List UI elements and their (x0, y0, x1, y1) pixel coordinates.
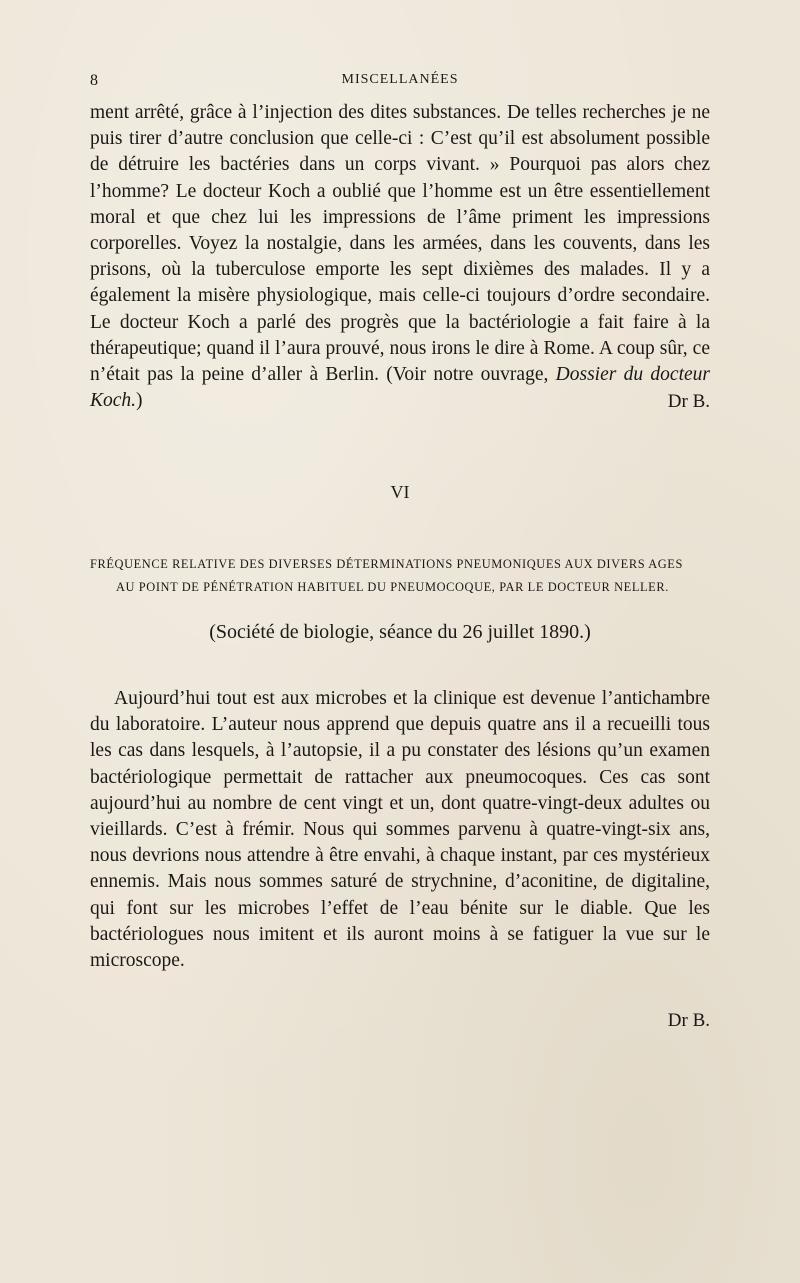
paragraph-2: Aujourd’hui tout est aux microbes et la clinique est devenue l’antichambre du laboratoire. L’auteur nous apprend que depuis quatre ans il a recueilli tous les cas dans lesquels, à l’autopsie, il a pu constater des lésions qu’un examen bactériologique permettait de rattacher aux pneumocoques. Ces cas sont aujourd’hui au nombre de cent vingt et un, dont quatre-vingt-deux adultes ou vieillards. C’est à frémir. Nous qui sommes parvenu à quatre-vingt-six ans, nous devrions nous attendre à être envahi, à chaque instant, par ces mystérieux ennemis. Mais nous sommes saturé de strychnine, d’aconitine, de digitaline, qui font sur les microbes l’effet de l’eau bénite sur le diable. Que les bactériologues nous imitent et ils auront moins à se fatiguer la vue sur le microscope. (90, 688, 710, 972)
signature-2: Dr B. (667, 1010, 710, 1031)
section-heading-line-1: FRÉQUENCE RELATIVE DES DIVERSES DÉTERMINATIONS PNEUMONIQUES AUX DIVERS AGES (90, 557, 683, 571)
page-number: 8 (90, 72, 98, 89)
paragraph-section-body (90, 686, 710, 974)
paragraph-1-text: ment arrêté, grâce à l’injection des dites substances. De telles recherches je ne puis tirer d’autre conclusion que celle-ci : C’est qu’il est absolument possible de détruire les bactéries dans un corps vivant. » Pourquoi pas alors chez l’homme? Le docteur Koch a oublié que l’homme est un être essentiellement moral et que chez lui les impressions de l’âme priment les impressions corporelles. Voyez la nostalgie, dans les armées, dans les couvents, dans les prisons, où la tuberculose emporte les sept dixièmes des malades. Il y a également la misère physiologique, mais celle-ci toujours d’ordre secondaire. Le docteur Koch a parlé des progrès que la bactériologie a fait faire à la thérapeutique; quand il l’aura prouvé, nous irons le dire à Rome. A coup sûr, ce n’était pas la peine d’aller à Berlin. (Voir notre ouvrage, (90, 102, 710, 386)
section-heading (90, 553, 710, 599)
running-title: MISCELLANÉES (341, 72, 459, 87)
paragraph-1 (90, 100, 710, 414)
section-source: (Société de biologie, séance du 26 juillet 1890.) (209, 621, 591, 643)
signature-1: Dr B. (667, 391, 710, 412)
paragraph-continued (90, 100, 710, 414)
closing-parenthesis: ) (136, 390, 143, 412)
running-head (90, 72, 710, 94)
italic-reference: Dossier du docteur Koch. (90, 364, 710, 412)
section-number: VI (390, 482, 410, 502)
section-heading-line-2: AU POINT DE PÉNÉTRATION HABITUEL DU PNEUMOCOQUE, PAR LE DOCTEUR NELLER. (116, 580, 669, 594)
